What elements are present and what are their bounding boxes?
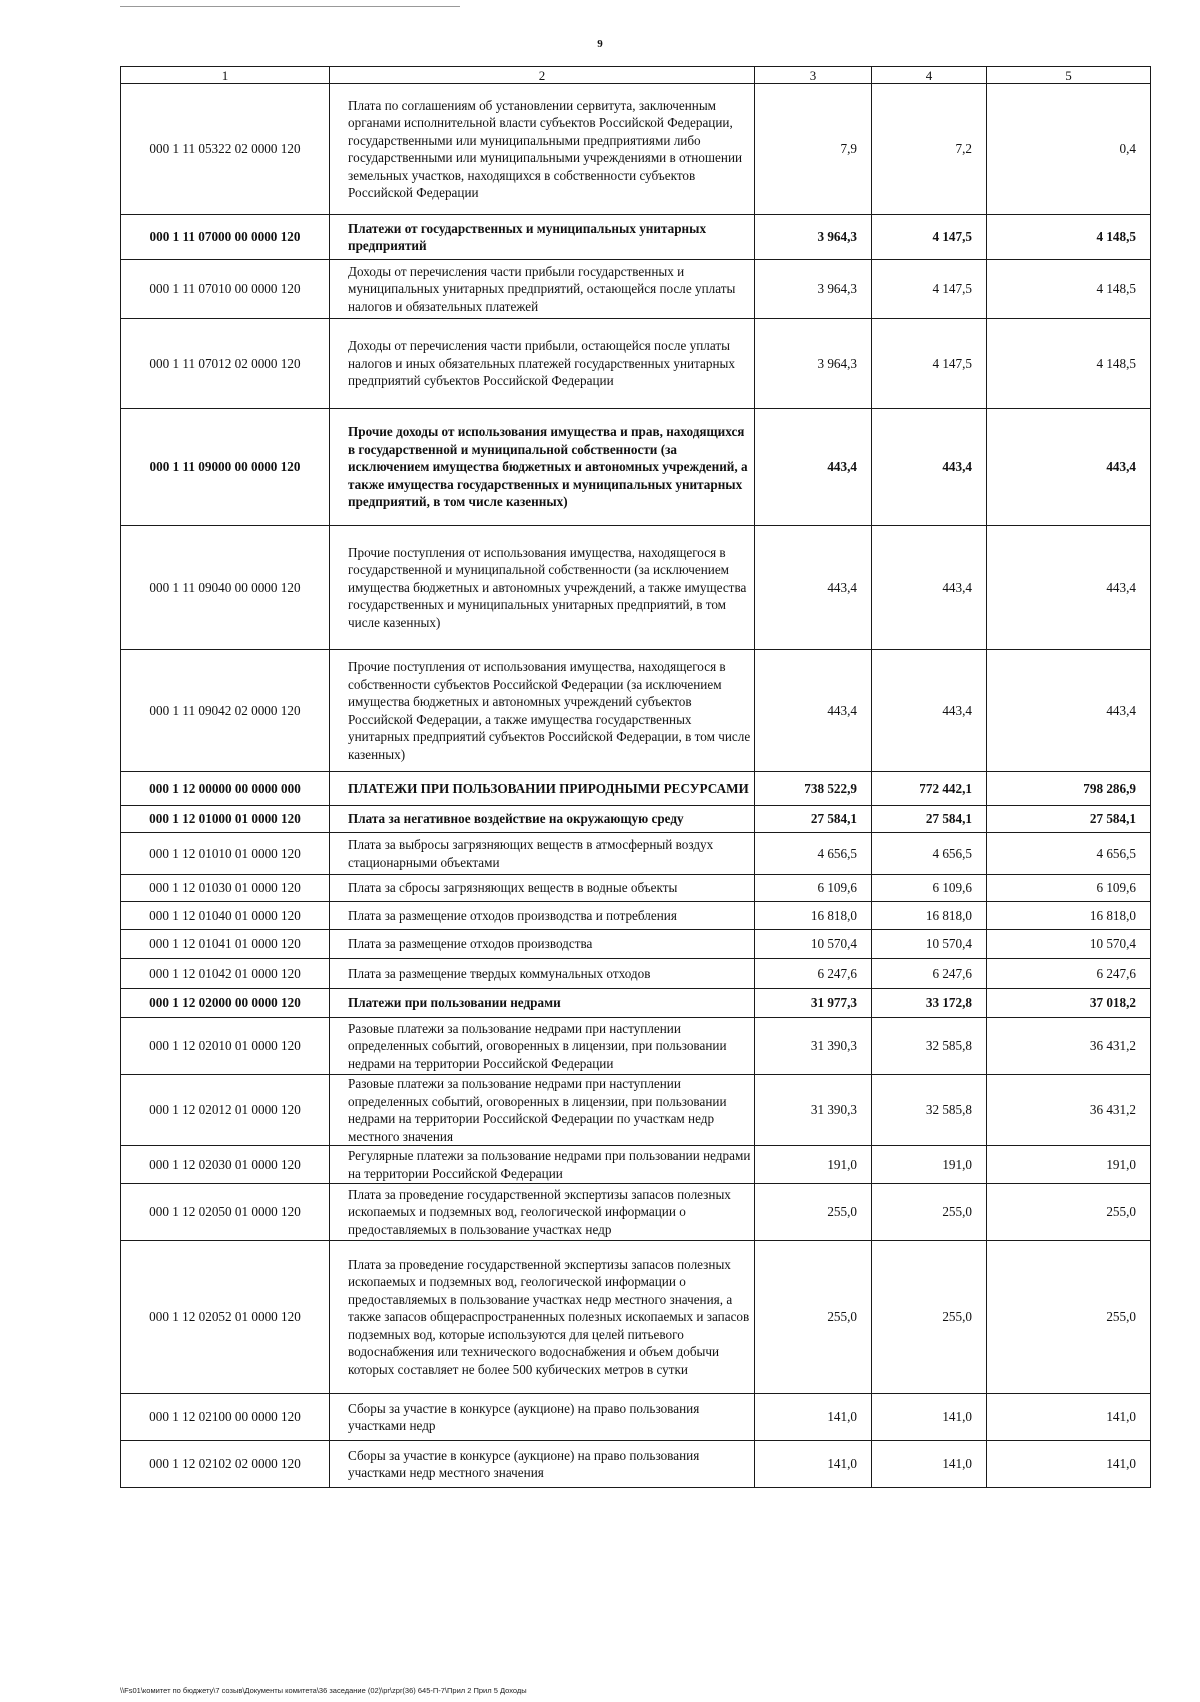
row-code: 000 1 12 01030 01 0000 120 — [121, 875, 330, 902]
top-rule — [120, 6, 460, 7]
row-value-col4: 4 656,5 — [872, 833, 987, 875]
row-description: Прочие поступления от использования имущества, находящегося в государственной и муниципальной собственности (за исключением имущества бюджетных и автономных учреждений, а также имущества государственных и муниципальных унитарных предприятий, в том числе казенных) — [330, 526, 755, 650]
row-description: Плата за размещение твердых коммунальных отходов — [330, 959, 755, 989]
page-number: 9 — [597, 38, 603, 50]
table-row — [121, 260, 1151, 319]
table-row — [121, 1075, 1151, 1146]
row-description: Прочие поступления от использования имущества, находящегося в собственности субъектов Российской Федерации (за исключением имущества бюджетных и автономных учреждений субъектов Российской Федерации, а также имущества государственных унитарных предприятий субъектов Российской Федерации, в том числе казенных) — [330, 650, 755, 772]
row-code: 000 1 12 02010 01 0000 120 — [121, 1018, 330, 1075]
row-description: Плата за проведение государственной экспертизы запасов полезных ископаемых и подземных вод, геологической информации о предоставляемых в пользование участках недр — [330, 1184, 755, 1241]
table-body — [121, 84, 1151, 1488]
row-code: 000 1 12 01010 01 0000 120 — [121, 833, 330, 875]
row-value-col5: 16 818,0 — [987, 902, 1151, 930]
table-row — [121, 526, 1151, 650]
row-value-col4: 10 570,4 — [872, 930, 987, 959]
row-value-col5: 141,0 — [987, 1441, 1151, 1488]
row-code: 000 1 12 02102 02 0000 120 — [121, 1441, 330, 1488]
row-code: 000 1 12 01000 01 0000 120 — [121, 806, 330, 833]
row-code: 000 1 11 09000 00 0000 120 — [121, 409, 330, 526]
row-value-col4: 4 147,5 — [872, 319, 987, 409]
row-value-col5: 36 431,2 — [987, 1018, 1151, 1075]
row-value-col3: 141,0 — [755, 1441, 872, 1488]
table-row — [121, 215, 1151, 260]
row-code: 000 1 12 02000 00 0000 120 — [121, 989, 330, 1018]
row-value-col5: 4 148,5 — [987, 260, 1151, 319]
row-description: Разовые платежи за пользование недрами при наступлении определенных событий, оговоренных в лицензии, при пользовании недрами на территории Российской Федерации по участкам недр местного значения — [330, 1075, 755, 1146]
row-value-col5: 255,0 — [987, 1184, 1151, 1241]
row-description: Плата за проведение государственной экспертизы запасов полезных ископаемых и подземных вод, геологической информации о предоставляемых в пользование участках недр местного значения, а также запасов общераспространенных полезных ископаемых и запасов подземных вод, которые используются для целей питьевого водоснабжения или технического водоснабжения и объем добычи которых составляет не более 500 кубических метров в сутки — [330, 1241, 755, 1394]
row-description: Плата за негативное воздействие на окружающую среду — [330, 806, 755, 833]
row-value-col4: 27 584,1 — [872, 806, 987, 833]
table-row — [121, 806, 1151, 833]
row-code: 000 1 12 01040 01 0000 120 — [121, 902, 330, 930]
row-description: Плата за выбросы загрязняющих веществ в атмосферный воздух стационарными объектами — [330, 833, 755, 875]
row-description: Плата за размещение отходов производства — [330, 930, 755, 959]
row-value-col4: 7,2 — [872, 84, 987, 215]
table-row — [121, 989, 1151, 1018]
table-row — [121, 1394, 1151, 1441]
row-description: Платежи от государственных и муниципальных унитарных предприятий — [330, 215, 755, 260]
row-value-col3: 738 522,9 — [755, 772, 872, 806]
row-value-col4: 255,0 — [872, 1184, 987, 1241]
column-number-header — [121, 67, 1151, 84]
row-value-col3: 443,4 — [755, 650, 872, 772]
row-value-col3: 7,9 — [755, 84, 872, 215]
row-value-col5: 443,4 — [987, 409, 1151, 526]
row-code: 000 1 12 02030 01 0000 120 — [121, 1146, 330, 1184]
row-value-col5: 0,4 — [987, 84, 1151, 215]
row-description: Доходы от перечисления части прибыли государственных и муниципальных унитарных предприятий, остающейся после уплаты налогов и обязательных платежей — [330, 260, 755, 319]
table-row — [121, 875, 1151, 902]
row-value-col3: 3 964,3 — [755, 319, 872, 409]
row-description: Плата за сбросы загрязняющих веществ в водные объекты — [330, 875, 755, 902]
row-description: Прочие доходы от использования имущества и прав, находящихся в государственной и муниципальной собственности (за исключением имущества бюджетных и автономных учреждений, а также имущества государственных и муниципальных унитарных предприятий, в том числе казенных) — [330, 409, 755, 526]
row-value-col3: 443,4 — [755, 409, 872, 526]
row-value-col5: 443,4 — [987, 526, 1151, 650]
row-value-col3: 255,0 — [755, 1241, 872, 1394]
row-code: 000 1 11 05322 02 0000 120 — [121, 84, 330, 215]
table-row — [121, 650, 1151, 772]
row-value-col3: 3 964,3 — [755, 260, 872, 319]
table-row — [121, 1441, 1151, 1488]
row-value-col5: 6 247,6 — [987, 959, 1151, 989]
row-value-col5: 255,0 — [987, 1241, 1151, 1394]
table-row — [121, 1018, 1151, 1075]
row-value-col3: 31 390,3 — [755, 1075, 872, 1146]
row-value-col5: 4 148,5 — [987, 215, 1151, 260]
row-value-col4: 141,0 — [872, 1394, 987, 1441]
row-value-col3: 27 584,1 — [755, 806, 872, 833]
row-value-col3: 6 247,6 — [755, 959, 872, 989]
row-description: Плата по соглашениям об установлении сервитута, заключенным органами исполнительной власти субъектов Российской Федерации, государственными или муниципальными предприятиями либо государственными или муниципальными учреждениями в отношении земельных участков, находящихся в собственности субъектов Российской Федерации — [330, 84, 755, 215]
row-value-col3: 255,0 — [755, 1184, 872, 1241]
row-value-col5: 4 148,5 — [987, 319, 1151, 409]
row-value-col4: 6 109,6 — [872, 875, 987, 902]
column-header-1: 1 — [121, 67, 330, 84]
row-description: Плата за размещение отходов производства и потребления — [330, 902, 755, 930]
row-description: Сборы за участие в конкурсе (аукционе) на право пользования участками недр местного значения — [330, 1441, 755, 1488]
row-code: 000 1 11 07012 02 0000 120 — [121, 319, 330, 409]
row-description: Регулярные платежи за пользование недрами при пользовании недрами на территории Российской Федерации — [330, 1146, 755, 1184]
row-value-col4: 16 818,0 — [872, 902, 987, 930]
revenue-table — [120, 66, 1151, 1488]
table-row — [121, 1241, 1151, 1394]
row-value-col5: 191,0 — [987, 1146, 1151, 1184]
row-code: 000 1 11 09042 02 0000 120 — [121, 650, 330, 772]
column-header-4: 4 — [872, 67, 987, 84]
row-code: 000 1 12 02052 01 0000 120 — [121, 1241, 330, 1394]
row-value-col5: 798 286,9 — [987, 772, 1151, 806]
table-row — [121, 902, 1151, 930]
row-value-col4: 6 247,6 — [872, 959, 987, 989]
row-description: Разовые платежи за пользование недрами при наступлении определенных событий, оговоренных в лицензии, при пользовании недрами на территории Российской Федерации — [330, 1018, 755, 1075]
row-value-col3: 31 390,3 — [755, 1018, 872, 1075]
table-row — [121, 833, 1151, 875]
footer-file-path: \\Fs01\комитет по бюджету\7 созыв\Документы комитета\36 заседание (02)\pr\zpr(36) 645-П-7\Прил 2 Прил 5 Доходы — [120, 1686, 527, 1695]
row-value-col3: 6 109,6 — [755, 875, 872, 902]
row-value-col4: 141,0 — [872, 1441, 987, 1488]
column-header-2: 2 — [330, 67, 755, 84]
row-code: 000 1 11 07000 00 0000 120 — [121, 215, 330, 260]
row-value-col5: 36 431,2 — [987, 1075, 1151, 1146]
row-value-col5: 6 109,6 — [987, 875, 1151, 902]
table-row — [121, 772, 1151, 806]
row-code: 000 1 12 01042 01 0000 120 — [121, 959, 330, 989]
row-code: 000 1 11 07010 00 0000 120 — [121, 260, 330, 319]
row-value-col4: 443,4 — [872, 526, 987, 650]
row-value-col3: 3 964,3 — [755, 215, 872, 260]
row-description: Доходы от перечисления части прибыли, остающейся после уплаты налогов и иных обязательных платежей государственных унитарных предприятий субъектов Российской Федерации — [330, 319, 755, 409]
row-value-col4: 255,0 — [872, 1241, 987, 1394]
row-value-col5: 141,0 — [987, 1394, 1151, 1441]
row-value-col3: 443,4 — [755, 526, 872, 650]
table-row — [121, 319, 1151, 409]
row-code: 000 1 12 01041 01 0000 120 — [121, 930, 330, 959]
row-code: 000 1 12 02050 01 0000 120 — [121, 1184, 330, 1241]
table-row — [121, 1184, 1151, 1241]
row-value-col4: 4 147,5 — [872, 260, 987, 319]
row-value-col3: 191,0 — [755, 1146, 872, 1184]
row-value-col5: 443,4 — [987, 650, 1151, 772]
row-value-col4: 191,0 — [872, 1146, 987, 1184]
column-header-5: 5 — [987, 67, 1151, 84]
row-value-col3: 31 977,3 — [755, 989, 872, 1018]
row-value-col3: 10 570,4 — [755, 930, 872, 959]
row-value-col3: 16 818,0 — [755, 902, 872, 930]
row-value-col5: 4 656,5 — [987, 833, 1151, 875]
row-code: 000 1 12 02012 01 0000 120 — [121, 1075, 330, 1146]
row-code: 000 1 12 00000 00 0000 000 — [121, 772, 330, 806]
row-value-col4: 443,4 — [872, 650, 987, 772]
row-value-col4: 32 585,8 — [872, 1018, 987, 1075]
row-value-col4: 443,4 — [872, 409, 987, 526]
row-description: Сборы за участие в конкурсе (аукционе) на право пользования участками недр — [330, 1394, 755, 1441]
row-code: 000 1 12 02100 00 0000 120 — [121, 1394, 330, 1441]
table-row — [121, 84, 1151, 215]
row-value-col4: 772 442,1 — [872, 772, 987, 806]
table-row — [121, 409, 1151, 526]
row-value-col5: 10 570,4 — [987, 930, 1151, 959]
column-header-3: 3 — [755, 67, 872, 84]
row-description: ПЛАТЕЖИ ПРИ ПОЛЬЗОВАНИИ ПРИРОДНЫМИ РЕСУРСАМИ — [330, 772, 755, 806]
table-row — [121, 1146, 1151, 1184]
row-description: Платежи при пользовании недрами — [330, 989, 755, 1018]
row-value-col5: 27 584,1 — [987, 806, 1151, 833]
table-row — [121, 959, 1151, 989]
row-value-col4: 33 172,8 — [872, 989, 987, 1018]
row-value-col3: 141,0 — [755, 1394, 872, 1441]
row-value-col4: 32 585,8 — [872, 1075, 987, 1146]
row-value-col5: 37 018,2 — [987, 989, 1151, 1018]
row-value-col4: 4 147,5 — [872, 215, 987, 260]
row-code: 000 1 11 09040 00 0000 120 — [121, 526, 330, 650]
table-row — [121, 930, 1151, 959]
row-value-col3: 4 656,5 — [755, 833, 872, 875]
